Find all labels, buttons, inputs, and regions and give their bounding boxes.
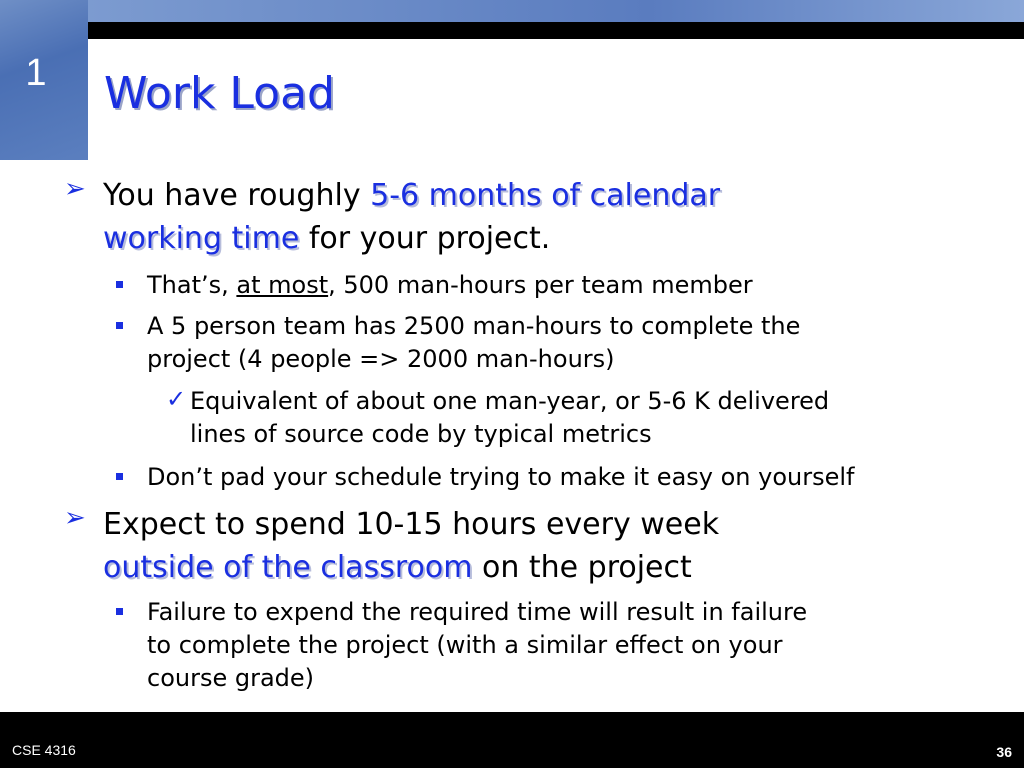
bullet-1-2: A 5 person team has 2500 man-hours to complete the project (4 people => 2000 man-hours)	[147, 312, 801, 373]
bullet-1: You have roughly 5-6 months of calendar working time for your project.	[103, 178, 721, 256]
arrow-bullet-icon: ➢	[64, 503, 86, 533]
slide-number: 1	[25, 52, 47, 94]
square-bullet-icon	[116, 281, 123, 288]
underlined-text: at most	[236, 271, 329, 299]
slide-title: Work Load	[104, 68, 335, 119]
arrow-bullet-icon: ➢	[64, 174, 86, 204]
checkmark-bullet-icon: ✓	[166, 385, 187, 413]
square-bullet-icon	[116, 608, 123, 615]
page-number: 36	[996, 744, 1012, 760]
bullet-2-1: Failure to expend the required time will result in failure to complete the project (with a similar effect on your course grade)	[147, 598, 808, 692]
bullet-2: Expect to spend 10-15 hours every week outside of the classroom on the project	[103, 507, 720, 585]
square-bullet-icon	[116, 322, 123, 329]
course-label: CSE 4316	[12, 742, 76, 758]
square-bullet-icon	[116, 473, 123, 480]
bullet-1-3: Don’t pad your schedule trying to make it easy on yourself	[147, 463, 855, 491]
highlight-outside-classroom: outside of the classroom	[103, 550, 473, 585]
footer-bar	[0, 712, 1024, 768]
highlight-working-time: working time	[103, 221, 300, 256]
highlight-calendar-time: 5-6 months of calendar	[370, 178, 721, 213]
bullet-1-1: That’s, at most, 500 man-hours per team member	[147, 271, 753, 299]
bullet-1-2-1: Equivalent of about one man-year, or 5-6 K delivered lines of source code by typical metrics	[190, 387, 830, 448]
